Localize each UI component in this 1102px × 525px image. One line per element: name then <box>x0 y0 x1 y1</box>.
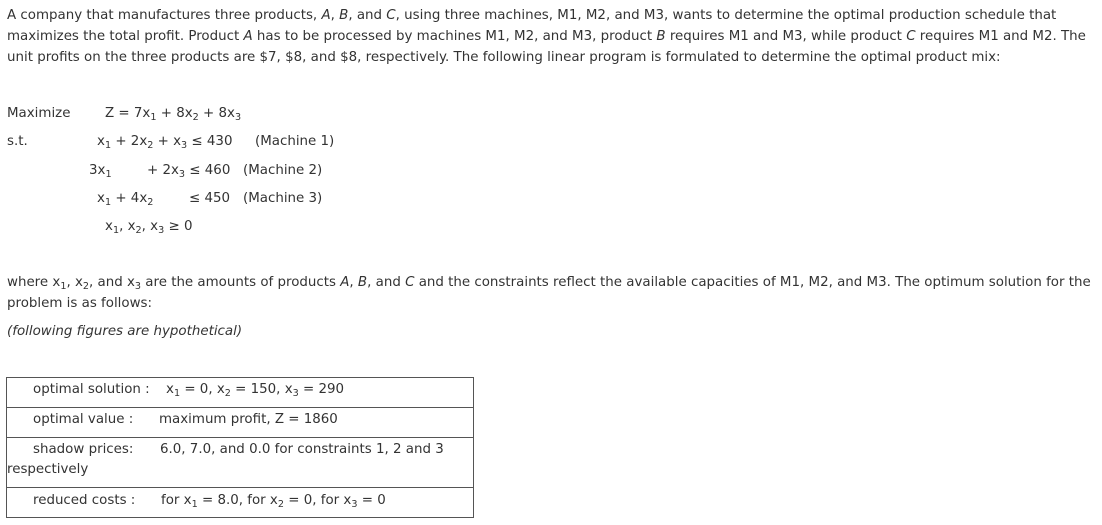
optimal-solution-label: optimal solution : <box>33 382 150 397</box>
constraint-2-lhs: $3x_1$ <box>89 163 112 180</box>
nonnegativity: $x_1$, $x_2$, $x_3 \ge 0$ <box>105 219 193 236</box>
reduced-costs-label: reduced costs : <box>33 493 136 508</box>
constraint-3-label: (Machine 3) <box>243 191 323 206</box>
constraint-2-label: (Machine 2) <box>243 163 323 178</box>
variable-description: where $x_1$, $x_2$, and $x_3$ are the amounts of products A, B, and C and the constraints reflect the available capacities of M1, M2, and M3. The optimum solution for the problem is as follows: <box>7 275 1091 311</box>
shadow-prices-row <box>7 438 473 488</box>
constraint-1-label: (Machine 1) <box>255 134 335 149</box>
reduced-costs-row <box>7 488 473 517</box>
optimal-solution-value: $x_1 = 0$, $x_2 = 150$, $x_3 = 290$ <box>166 382 345 399</box>
shadow-prices-continuation: respectively <box>7 462 89 477</box>
constraint-3-rhs: ≤ 450 <box>189 191 231 206</box>
optimal-solution-row <box>7 378 473 408</box>
shadow-prices-value: 6.0, 7.0, and 0.0 for constraints 1, 2 and 3 <box>160 442 444 457</box>
shadow-prices-label: shadow prices: <box>33 442 134 457</box>
optimal-value-value: maximum profit, Z = 1860 <box>159 412 338 427</box>
maximize-label: Maximize <box>7 106 71 121</box>
problem-statement: A company that manufactures three products, A, B, and C, using three machines, M1, M2, and M3, wants to determine the optimal production schedule that maximizes the total profit. Product A has to be processed by machines M1, M2, and M3, product B requires M1 and M3, while product C requires M1 and M2. The unit profits on the three products are $7, $8, and $8, respectively. The following linear program is formulated to determine the optimal product mix: <box>7 8 1086 65</box>
constraint-2-rhs: + $2x_3 \le 460$ <box>147 163 231 180</box>
objective-function: $Z = 7x_1 + 8x_2 + 8x_3$ <box>105 106 242 123</box>
constraint-3-lhs: $x_1 + 4x_2$ <box>97 191 154 208</box>
optimal-value-label: optimal value : <box>33 412 134 427</box>
linear-program <box>7 103 607 243</box>
constraint-1: $x_1 + 2x_2 + x_3 \le 430$ <box>97 134 233 151</box>
results-table <box>6 377 474 518</box>
hypothetical-note: (following figures are hypothetical) <box>7 324 243 339</box>
optimal-value-row <box>7 408 473 438</box>
reduced-costs-value: for $x_1 = 8.0$, for $x_2 = 0$, for $x_3 = 0$ <box>161 493 386 510</box>
st-label: s.t. <box>7 134 28 149</box>
